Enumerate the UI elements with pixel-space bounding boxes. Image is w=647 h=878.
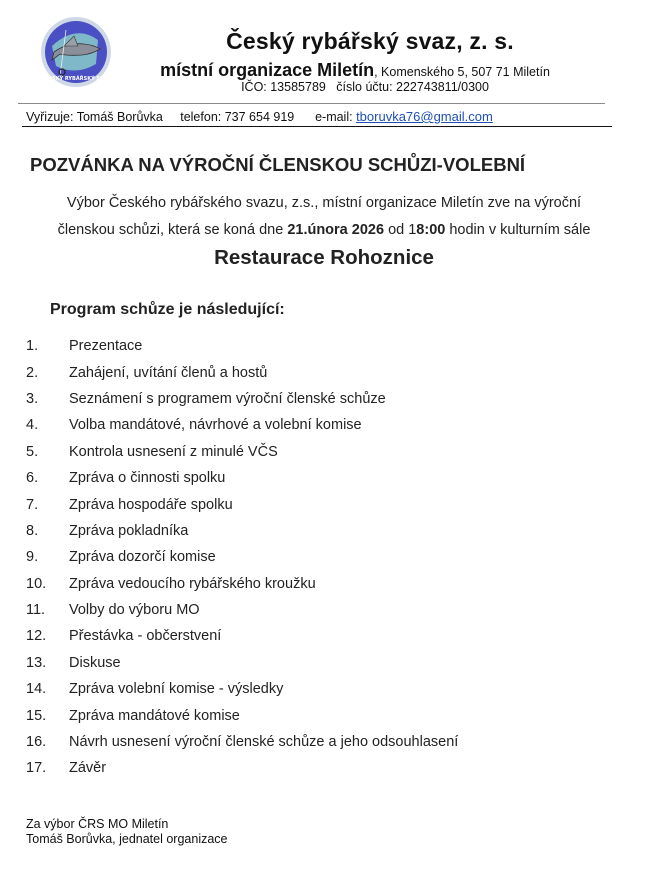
- agenda-item-number: 15.: [26, 707, 47, 724]
- meeting-date: 21.února 2026: [287, 222, 385, 238]
- agenda-item: [26, 491, 458, 517]
- intro-line-2: [24, 217, 624, 244]
- agenda-item-text: Zpráva pokladníka: [69, 522, 189, 539]
- agenda-item-text: Zpráva dozorčí komise: [69, 549, 216, 566]
- branch-address: , Komenského 5, 507 71 Miletín: [374, 65, 550, 79]
- agenda-item-number: 8.: [26, 522, 39, 539]
- contact-handler: Vyřizuje: Tomáš Borůvka: [26, 110, 163, 124]
- agenda-item-text: Diskuse: [69, 654, 121, 671]
- agenda-item: [26, 386, 458, 412]
- intro-text: členskou schůzi, která se koná dne: [57, 222, 288, 238]
- agenda-item: [26, 439, 458, 465]
- invitation-intro: [24, 190, 624, 244]
- organization-name: Český rybářský svaz, z. s.: [226, 28, 514, 54]
- agenda-item-text: Seznámení s programem výroční členské schůze: [69, 390, 386, 407]
- agenda-item: [26, 597, 458, 623]
- agenda-item-number: 13.: [26, 654, 47, 671]
- agenda-item-text: Závěr: [69, 760, 107, 777]
- agenda-item-number: 10.: [26, 575, 47, 592]
- agenda-item: [26, 676, 458, 702]
- contact-email-link[interactable]: tboruvka76@gmail.com: [356, 109, 493, 124]
- agenda-item-text: Prezentace: [69, 338, 143, 355]
- agenda-item: [26, 702, 458, 728]
- agenda-item-number: 17.: [26, 760, 47, 777]
- agenda-item: [26, 518, 458, 544]
- agenda-item-number: 1.: [26, 338, 39, 355]
- header-divider-bottom: [22, 126, 612, 127]
- organization-logo-icon: [40, 16, 112, 88]
- agenda-item: [26, 544, 458, 570]
- agenda-item-text: Návrh usnesení výroční členské schůze a jeho odsouhlasení: [69, 734, 459, 751]
- agenda-list: [26, 333, 458, 782]
- agenda-item: [26, 755, 458, 781]
- intro-text: hodin v kulturním sále: [445, 222, 591, 238]
- meeting-time: 8:00: [416, 222, 446, 238]
- agenda-item: [26, 571, 458, 597]
- agenda-item-text: Zpráva volební komise - výsledky: [69, 681, 284, 698]
- agenda-item-number: 12.: [26, 628, 47, 645]
- signature-line-1: Za výbor ČRS MO Miletín: [26, 817, 169, 831]
- svg-text:ČESKÝ RYBÁŘSKÝ SVAZ: ČESKÝ RYBÁŘSKÝ SVAZ: [44, 76, 112, 82]
- organization-ids: IČO: 13585789 číslo účtu: 222743811/0300: [241, 80, 489, 94]
- agenda-item-number: 7.: [26, 496, 39, 513]
- program-title: Program schůze je následující:: [50, 301, 285, 318]
- intro-line-1: Výbor Českého rybářského svazu, z.s., místní organizace Miletín zve na výroční: [66, 195, 582, 211]
- agenda-item-text: Zpráva o činnosti spolku: [69, 470, 226, 487]
- agenda-item-text: Volby do výboru MO: [69, 602, 200, 619]
- branch-line: [140, 60, 570, 81]
- agenda-item-number: 11.: [26, 602, 46, 619]
- agenda-item: [26, 359, 458, 385]
- agenda-item-number: 9.: [26, 549, 39, 566]
- agenda-item: [26, 729, 458, 755]
- agenda-item: [26, 465, 458, 491]
- header-divider-top: [18, 103, 605, 104]
- branch-name: místní organizace Miletín: [160, 60, 375, 80]
- agenda-item-number: 16.: [26, 734, 47, 751]
- agenda-item-number: 14.: [26, 681, 47, 698]
- agenda-item-number: 3.: [26, 390, 39, 407]
- signature-line-2: Tomáš Borůvka, jednatel organizace: [26, 832, 228, 846]
- agenda-item-text: Přestávka - občerstvení: [69, 628, 222, 645]
- contact-line: [26, 109, 493, 124]
- contact-phone: telefon: 737 654 919: [180, 110, 295, 124]
- agenda-item-text: Kontrola usnesení z minulé VČS: [69, 443, 278, 460]
- signature-block: [26, 817, 228, 847]
- meeting-venue: Restaurace Rohoznice: [214, 246, 434, 269]
- agenda-item-number: 2.: [26, 364, 39, 381]
- intro-text: od 1: [384, 222, 417, 238]
- invitation-title: POZVÁNKA NA VÝROČNÍ ČLENSKOU SCHŮZI-VOLEBNÍ: [30, 154, 526, 175]
- contact-email-label: e-mail:: [315, 110, 357, 124]
- agenda-item-text: Zpráva hospodáře spolku: [69, 496, 233, 513]
- agenda-item-text: Zpráva vedoucího rybářského kroužku: [69, 575, 316, 592]
- agenda-item-number: 6.: [26, 470, 39, 487]
- agenda-item: [26, 412, 458, 438]
- agenda-item: [26, 623, 458, 649]
- agenda-item-text: Volba mandátové, návrhové a volební komise: [69, 417, 362, 434]
- agenda-item: [26, 650, 458, 676]
- agenda-item: [26, 333, 458, 359]
- agenda-item-number: 4.: [26, 417, 39, 434]
- agenda-item-number: 5.: [26, 443, 39, 460]
- agenda-item-text: Zahájení, uvítání členů a hostů: [69, 364, 268, 381]
- agenda-item-text: Zpráva mandátové komise: [69, 707, 240, 724]
